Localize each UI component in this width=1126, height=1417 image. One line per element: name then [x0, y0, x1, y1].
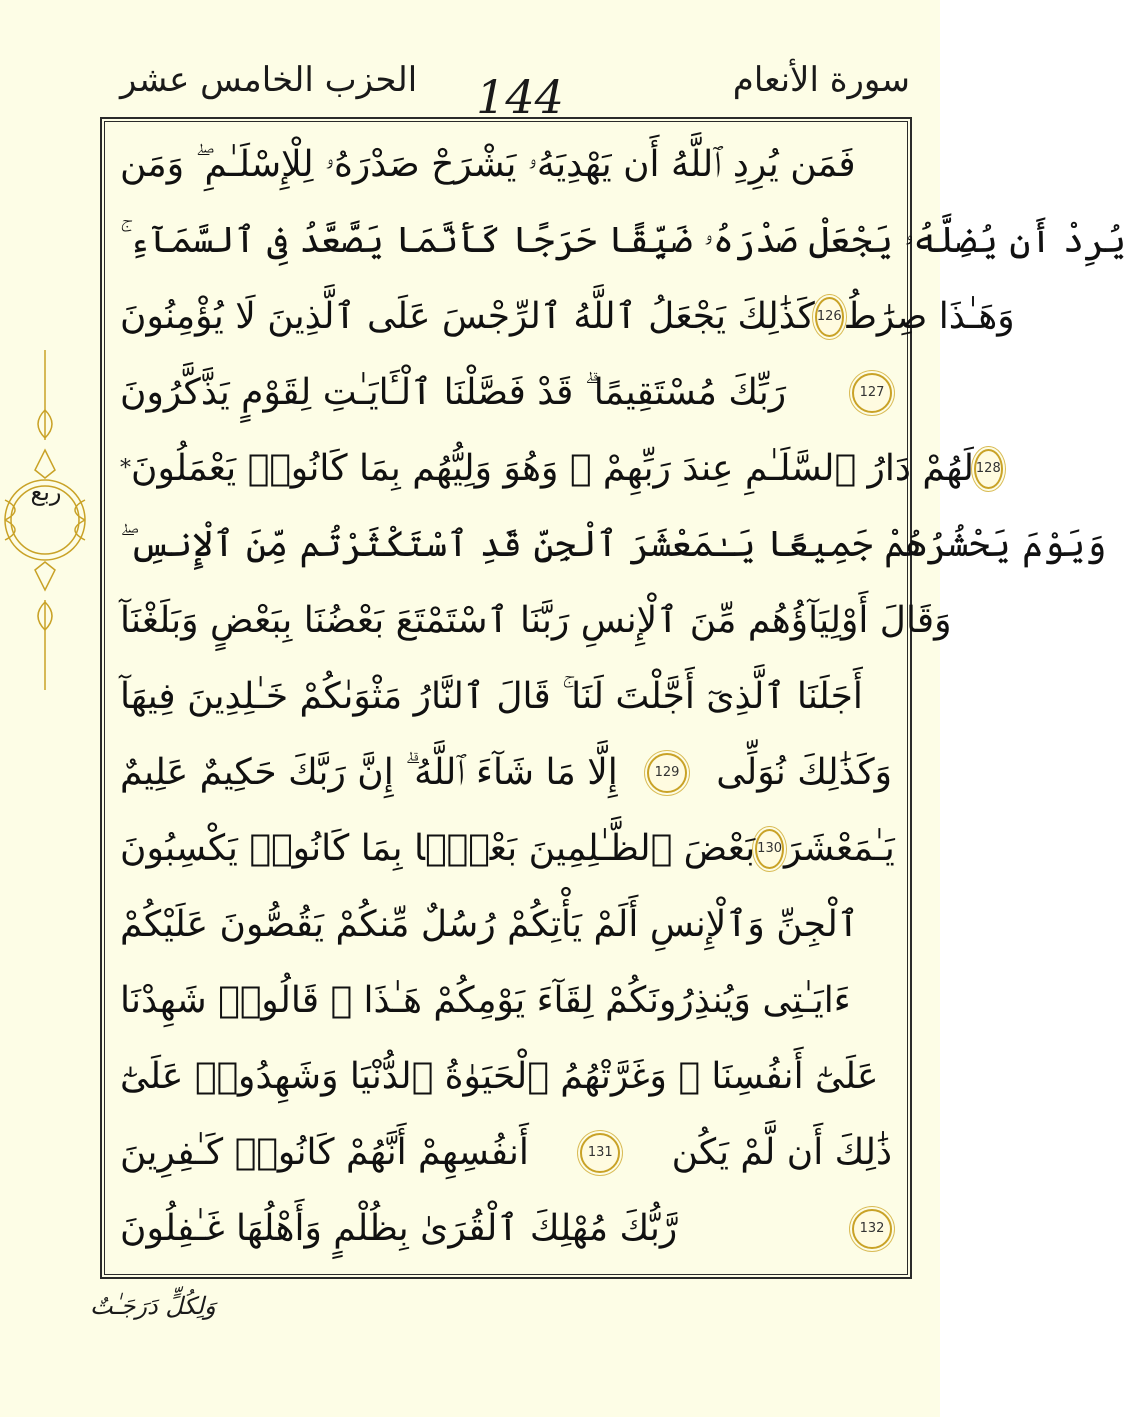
verse-line — [120, 513, 1107, 577]
ayah-number-marker: 130 — [755, 829, 784, 869]
verse-text: ءَايَـٰتِى وَيُنذِرُونَكُمْ لِقَآءَ يَوْمِكُمْ هَـٰذَا ۚ قَالُوا۟ شَهِدْنَا — [120, 980, 851, 1021]
page-number: 144 — [476, 70, 564, 124]
ayah-number-marker: 127 — [852, 373, 892, 413]
ayah-number-marker: 129 — [647, 753, 687, 793]
verse-text: وَكَذَٰلِكَ نُوَلِّى — [716, 752, 892, 793]
verse-line — [120, 1121, 892, 1185]
verse-text: وَقَالَ أَوْلِيَآؤُهُم مِّنَ ٱلْإِنسِ رَبَّنَا ٱسْتَمْتَعَ بَعْضُنَا بِبَعْضٍ وَبَلَغْنَآ — [120, 600, 952, 641]
verse-text: وَيَوْمَ يَحْشُرُهُمْ جَمِيعًا يَـٰمَعْشَرَ ٱلْجِنِّ قَدِ ٱسْتَكْثَرْتُم مِّنَ ٱلْإِنسِ ۖ — [120, 524, 1107, 565]
ayah-number-marker: 132 — [852, 1209, 892, 1249]
verse-text: فَمَن يُرِدِ ٱللَّهُ أَن يَهْدِيَهُۥ يَشْرَحْ صَدْرَهُۥ لِلْإِسْلَـٰمِ ۖ وَمَن — [120, 144, 856, 185]
verse-text: ذَٰلِكَ أَن لَّمْ يَكُن — [671, 1132, 892, 1173]
verse-text: رَّبُّكَ مُهْلِكَ ٱلْقُرَىٰ بِظُلْمٍ وَأَهْلُهَا غَـٰفِلُونَ — [120, 1208, 678, 1249]
verse-text: وَهَـٰذَا صِرَٰطُ — [843, 296, 1015, 337]
verse-text: أَجَلَنَا ٱلَّذِىٓ أَجَّلْتَ لَنَا ۚ قَالَ ٱلنَّارُ مَثْوَىٰكُمْ خَـٰلِدِينَ فِيهَآ — [120, 676, 863, 717]
verse-line — [120, 741, 892, 805]
text-frame — [100, 117, 1126, 1279]
verse-line — [120, 665, 892, 729]
verse-line — [120, 817, 895, 881]
ayah-number-marker: 131 — [580, 1133, 620, 1173]
verse-line — [120, 437, 1001, 501]
ayah-number-marker: 126 — [815, 297, 844, 337]
verse-text: أَنفُسِهِمْ أَنَّهُمْ كَانُوا۟ كَـٰفِرِينَ — [120, 1132, 529, 1173]
verse-line — [120, 893, 892, 957]
ayah-number-marker: 128 — [974, 449, 1003, 489]
verse-line — [120, 209, 1126, 273]
quarter-marker-ornament — [0, 350, 90, 690]
page-header — [100, 40, 940, 124]
verse-text: لَهُمْ دَارُ ٱلسَّلَـٰمِ عِندَ رَبِّهِمْ ۖ وَهُوَ وَلِيُّهُم بِمَا كَانُوا۟ يَعْمَلُونَ — [131, 448, 974, 489]
verse-text: إِلَّا مَا شَآءَ ٱللَّهُ ۗ إِنَّ رَبَّكَ حَكِيمٌ عَلِيمٌ — [120, 752, 618, 793]
verse-text: يَـٰمَعْشَرَ — [784, 828, 895, 869]
verse-text: عَلَىٰٓ أَنفُسِنَا ۖ وَغَرَّتْهُمُ ٱلْحَيَوٰةُ ٱلدُّنْيَا وَشَهِدُوا۟ عَلَىٰٓ — [120, 1056, 879, 1097]
catchword: وَلِكُلٍّ دَرَجَـٰتٌ — [90, 1292, 216, 1320]
verse-line — [120, 361, 892, 425]
verse-line — [120, 589, 952, 653]
hizb-star-icon: * — [120, 456, 131, 481]
verse-line — [120, 969, 892, 1033]
verse-text: رَبِّكَ مُسْتَقِيمًا ۗ قَدْ فَصَّلْنَا ٱلْـَٔايَـٰتِ لِقَوْمٍ يَذَّكَّرُونَ — [120, 372, 787, 413]
verse-text: كَذَٰلِكَ يَجْعَلُ ٱللَّهُ ٱلرِّجْسَ عَلَى ٱلَّذِينَ لَا يُؤْمِنُونَ — [120, 296, 815, 337]
surah-name: سورة الأنعام — [732, 60, 910, 100]
hizb-label: الحزب الخامس عشر — [120, 60, 418, 100]
verse-line — [120, 285, 1015, 349]
verse-line — [120, 1045, 892, 1109]
quarter-marker-label: ربع — [30, 478, 62, 506]
verse-text: بَعْضَ ٱلظَّـٰلِمِينَ بَعْضًۢا بِمَا كَانُوا۟ يَكْسِبُونَ — [120, 828, 756, 869]
verse-line — [120, 133, 892, 197]
verse-text: يُرِدْ أَن يُضِلَّهُۥ يَجْعَلْ صَدْرَهُۥ ضَيِّقًا حَرَجًا كَأَنَّمَا يَصَّعَّدُ فِى ٱلسَّمَآءِ ۚ — [120, 220, 1126, 261]
verse-line — [120, 1197, 892, 1261]
verse-text: ٱلْجِنِّ وَٱلْإِنسِ أَلَمْ يَأْتِكُمْ رُسُلٌ مِّنكُمْ يَقُصُّونَ عَلَيْكُمْ — [120, 904, 859, 945]
